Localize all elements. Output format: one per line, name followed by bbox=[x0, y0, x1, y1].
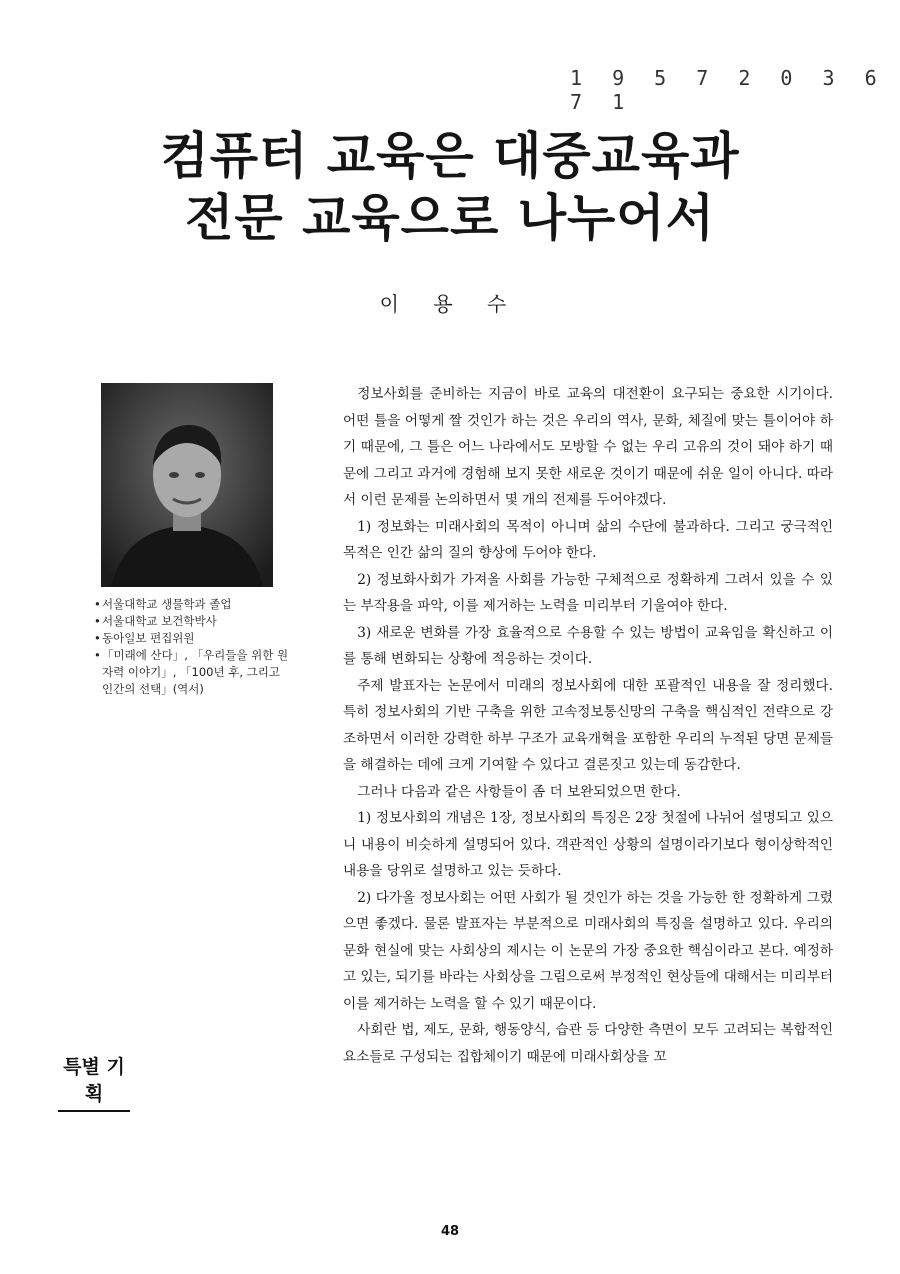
title-line-1: 컴퓨터 교육은 대중교육과 bbox=[160, 127, 740, 185]
author-photo bbox=[101, 383, 273, 587]
section-label: 특별 기획 bbox=[58, 1052, 130, 1112]
body-paragraph: 사회란 법, 제도, 문화, 행동양식, 습관 등 다양한 측면이 모두 고려되는 복합적인 요소들로 구성되는 집합체이기 때문에 미래사회상을 꼬 bbox=[343, 1022, 833, 1065]
article-body bbox=[343, 381, 833, 1070]
body-paragraph: 2) 다가올 정보사회는 어떤 사회가 될 것인가 하는 것을 가능한 한 정확하게 그렸으면 좋겠다. 물론 발표자는 부분적으로 미래사회의 특징을 설명하고 있다. 우리의 문화 현실에 맞는 사회상의 제시는 이 논문의 가장 중요한 핵심이라고 본다. 예정하고 있는, 되기를 바라는 사회상을 그림으로써 부정적인 현상들에 대해서는 미리부터 이를 제거하는 노력을 할 수 있기 때문이다. bbox=[343, 889, 833, 1012]
body-paragraph: 3) 새로운 변화를 가장 효율적으로 수용할 수 있는 방법이 교육임을 확신하고 이를 통해 변화되는 상황에 적응하는 것이다. bbox=[343, 624, 833, 667]
author-name: 이 용 수 bbox=[379, 292, 521, 316]
bio-item: • 동아일보 편집위원 bbox=[94, 630, 294, 647]
body-paragraph: 2) 정보화사회가 가져올 사회를 가능한 구체적으로 정확하게 그려서 있을 수 있는 부작용을 파악, 이를 제거하는 노력을 미리부터 기울여야 한다. bbox=[343, 571, 833, 614]
article-title bbox=[120, 125, 780, 249]
body-paragraph: 그러나 다음과 같은 사항들이 좀 더 보완되었으면 한다. bbox=[357, 783, 681, 800]
body-paragraph: 주제 발표자는 논문에서 미래의 정보사회에 대한 포괄적인 내용을 잘 정리했다. 특히 정보사회의 기반 구축을 위한 고속정보통신망의 구축을 핵심적인 전략으로 강조하면서 이러한 강력한 하부 구조가 교육개혁을 포함한 우리의 누적된 당면 문제들을 해결하는 데에 크게 기여할 수 있다고 결론짓고 있는데 동감한다. bbox=[343, 677, 833, 773]
document-id-number: 1 9 5 7 2 0 3 6 7 1 bbox=[570, 66, 886, 114]
body-paragraph: 1) 정보화는 미래사회의 목적이 아니며 삶의 수단에 불과하다. 그리고 궁극적인 목적은 인간 삶의 질의 향상에 두어야 한다. bbox=[343, 518, 833, 561]
bio-item: • 서울대학교 보건학박사 bbox=[94, 613, 294, 630]
author-portrait-image bbox=[101, 383, 273, 587]
body-paragraph: 정보사회를 준비하는 지금이 바로 교육의 대전환이 요구되는 중요한 시기이다. 어떤 틀을 어떻게 짤 것인가 하는 것은 우리의 역사, 문화, 체질에 맞는 틀이어야 하기 때문에, 그 틀은 어느 나라에서도 모방할 수 없는 우리 고유의 것이 돼야 하기 때문에 그리고 과거에 경험해 보지 못한 새로운 것이기 때문에 쉬운 일이 아니다. 따라서 이런 문제를 논의하면서 몇 개의 전제를 두어야겠다. bbox=[343, 386, 833, 508]
bio-item: • 「미래에 산다」, 「우리들을 위한 원자력 이야기」, 「100년 후, 그리고 인간의 선택」(역서) bbox=[94, 647, 294, 698]
page-number: 48 bbox=[440, 1224, 460, 1239]
bio-item: • 서울대학교 생물학과 졸업 bbox=[94, 596, 294, 613]
body-paragraph: 1) 정보사회의 개념은 1장, 정보사회의 특징은 2장 첫절에 나뉘어 설명되고 있으니 내용이 비슷하게 설명되어 있다. 객관적인 상황의 설명이라기보다 형이상학적인 내용을 당위로 설명하고 있는 듯하다. bbox=[343, 810, 833, 879]
author-bio bbox=[94, 596, 294, 698]
title-line-2: 전문 교육으로 나누어서 bbox=[185, 189, 715, 247]
